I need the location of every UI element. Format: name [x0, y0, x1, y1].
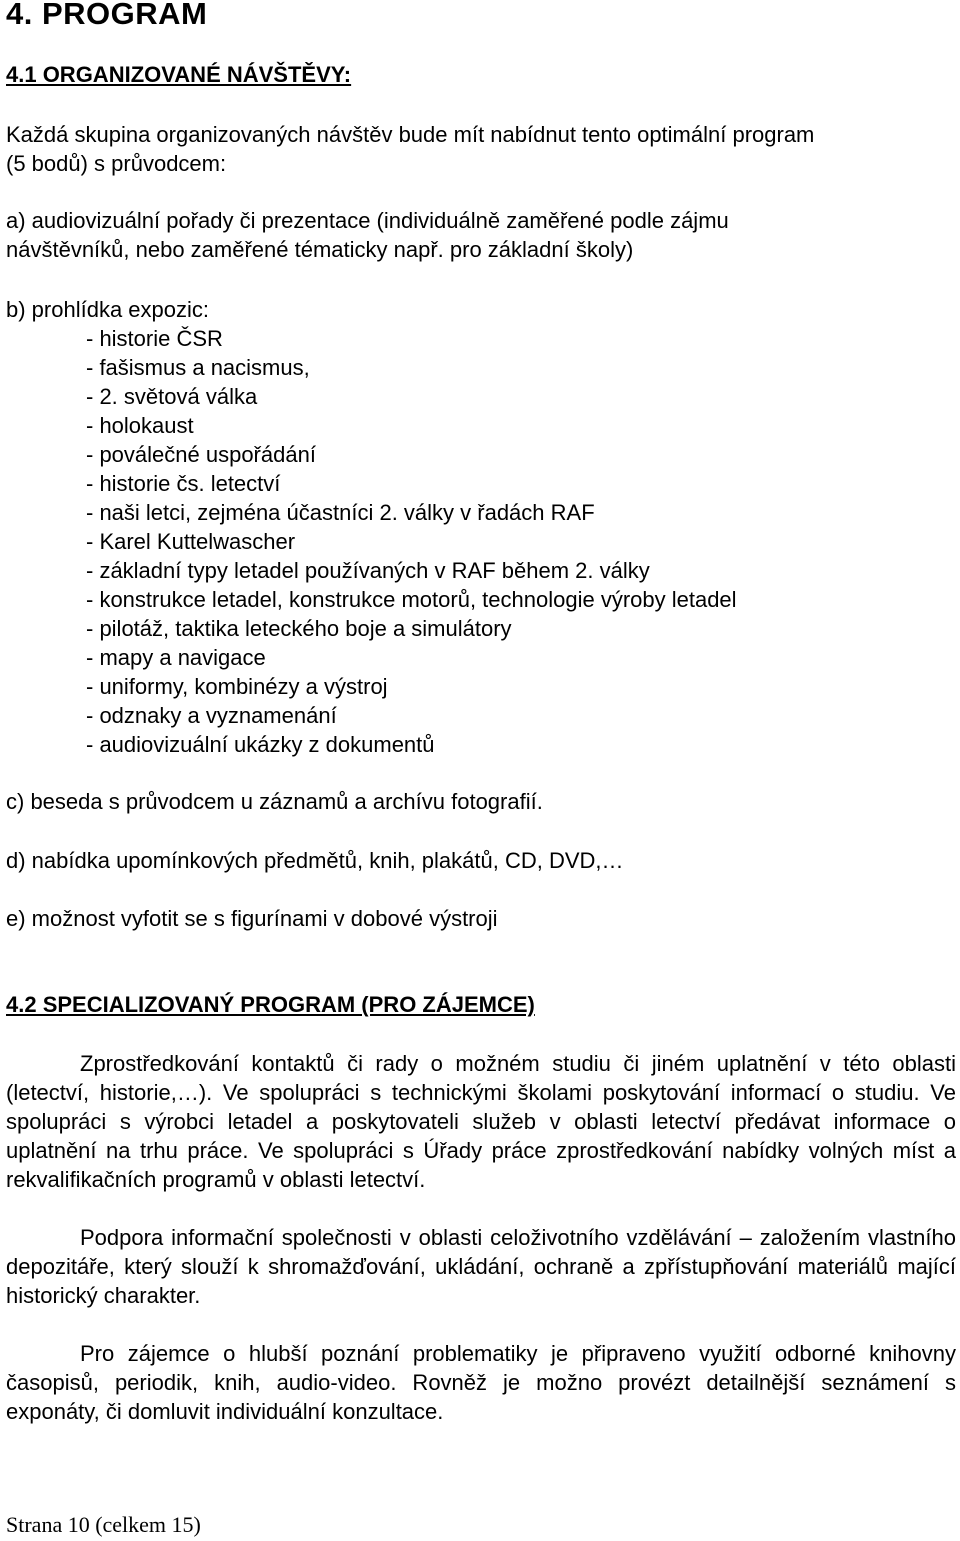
paragraph-3: Pro zájemce o hlubší poznání problematiky je připraveno využití odborné knihovny časopisů, periodik, knih, audio-video. Rovněž je možno provézt detailnější seznámení s exponáty, či domluvit individuální konzultace.	[6, 1341, 956, 1424]
item-b-title: b) prohlídka expozic:	[6, 297, 209, 322]
list-item: - fašismus a nacismus,	[86, 355, 310, 380]
page-footer: Strana 10 (celkem 15)	[6, 1512, 201, 1537]
item-d: d) nabídka upomínkových předmětů, knih, plakátů, CD, DVD,…	[6, 848, 624, 873]
paragraph-1: Zprostředkování kontaktů či rady o možném studiu či jiném uplatnění v této oblasti (letectví, historie,…). Ve spolupráci s technickými školami poskytování informací o studiu. Ve spolupráci s výrobci letadel a poskytovateli služeb v oblasti letectví předávat informace o uplatnění na trhu práce. Ve spolupráci s Úřady práce zprostředkování nabídky volných míst a rekvalifikačních programů v oblasti letectví.	[6, 1051, 956, 1192]
list-item: - historie ČSR	[86, 326, 223, 351]
list-item: - holokaust	[86, 413, 194, 438]
list-item: - uniformy, kombinézy a výstroj	[86, 674, 388, 699]
item-c: c) beseda s průvodcem u záznamů a archívu fotografií.	[6, 789, 543, 814]
intro-line-1: Každá skupina organizovaných návštěv bude mít nabídnut tento optimální program	[6, 122, 815, 147]
list-item: - pilotáž, taktika leteckého boje a simulátory	[86, 616, 512, 641]
list-item: - konstrukce letadel, konstrukce motorů, technologie výroby letadel	[86, 587, 737, 612]
item-e: e) možnost vyfotit se s figurínami v dobové výstroji	[6, 906, 498, 931]
item-a-line-2: návštěvníků, nebo zaměřené tématicky např. pro základní školy)	[6, 237, 634, 262]
list-item: - poválečné uspořádání	[86, 442, 316, 467]
list-item: - základní typy letadel používaných v RAF během 2. války	[86, 558, 650, 583]
item-a-line-1: a) audiovizuální pořady či prezentace (individuálně zaměřené podle zájmu	[6, 208, 729, 233]
section-2-title: 4.2 SPECIALIZOVANÝ PROGRAM (PRO ZÁJEMCE)	[6, 992, 535, 1017]
list-item: - Karel Kuttelwascher	[86, 529, 296, 554]
section-1-title: 4.1 ORGANIZOVANÉ NÁVŠTĚVY:	[6, 62, 352, 87]
list-item: - odznaky a vyznamenání	[86, 703, 337, 728]
list-item: - naši letci, zejména účastníci 2. války v řadách RAF	[86, 500, 595, 525]
list-item: - 2. světová válka	[86, 384, 258, 409]
list-item: - mapy a navigace	[86, 645, 266, 670]
list-item: - historie čs. letectví	[86, 471, 281, 496]
intro-line-2: (5 bodů) s průvodcem:	[6, 151, 227, 176]
paragraph-2: Podpora informační společnosti v oblasti celoživotního vzdělávání – založením vlastního depozitáře, který slouží k shromažďování, ukládání, ochraně a zpřístupňování materiálů mající historický charakter.	[6, 1225, 956, 1308]
list-item: - audiovizuální ukázky z dokumentů	[86, 732, 435, 757]
page-heading: 4. PROGRAM	[6, 0, 208, 31]
